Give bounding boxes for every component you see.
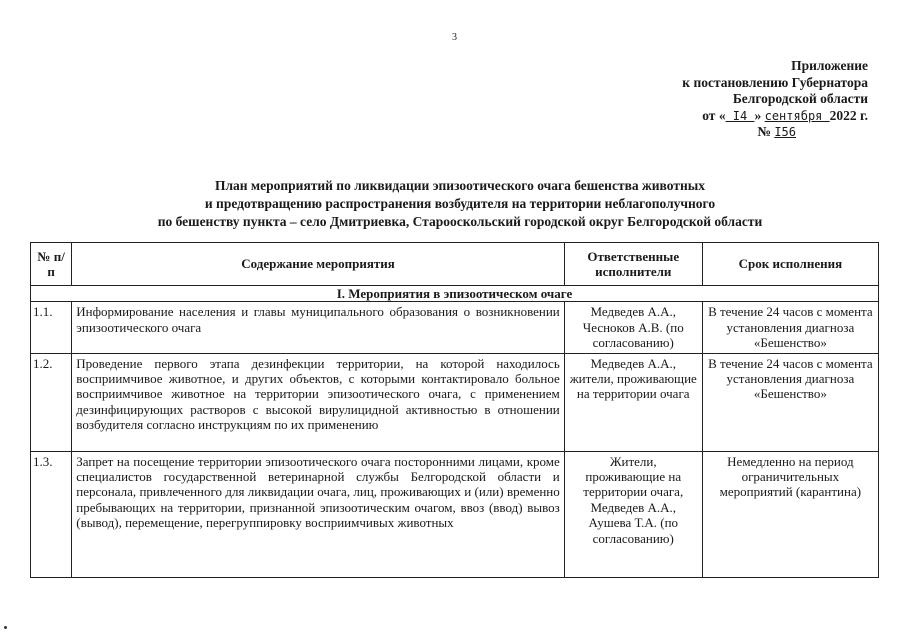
header-content: Содержание мероприятия <box>72 243 564 286</box>
number-prefix: № <box>757 124 775 139</box>
header-term: Срок исполнения <box>702 243 878 286</box>
table-row <box>31 302 879 353</box>
section-title: I. Мероприятия в эпизоотическом очаге <box>31 286 879 302</box>
title-line-3: по бешенству пункта – село Дмитриевка, Старооскольский городской округ Белгородской области <box>157 214 763 229</box>
row-term: В течение 24 часов с момента установления диагноза «Бешенство» <box>702 302 878 353</box>
section-row <box>31 286 879 302</box>
row-num: 1.2. <box>31 353 72 451</box>
appendix-block <box>682 58 868 141</box>
number-value: I56 <box>774 125 796 139</box>
row-responsible: Медведев А.А., жители, проживающие на территории очага <box>564 353 702 451</box>
appendix-line-3: Белгородской области <box>732 91 868 106</box>
row-responsible: Жители, проживающие на территории очага, Медведев А.А., Аушева Т.А. (по согласованию) <box>564 451 702 577</box>
row-content: Информирование населения и главы муниципального образования о возникновении эпизоотического очага <box>72 302 564 353</box>
date-day: I4 <box>725 108 755 123</box>
date-month: сентября <box>764 108 830 123</box>
document-title <box>40 177 880 231</box>
row-content: Запрет на посещение территории эпизоотического очага посторонними лицами, кроме специалистов государственной ветеринарной службы Белгородской области и персонала, привлеченного для ликвидации очага, лиц, проживающих и (или) временно пребывающих на территории, признанной эпизоотическим очагом, ввоз (ввод) вывоз (вывод), перемещение, перегруппировку восприимчивых животных <box>72 451 564 577</box>
date-year: 2022 г. <box>829 107 868 123</box>
row-content: Проведение первого этапа дезинфекции территории, на которой находилось восприимчивое животное, и других объектов, с которыми контактировало больное восприимчивое животное на территории эпизоотического очага, с применением дезинфицирующих растворов с высокой вирулицидной активностью в отношении возбудителя согласно инструкциям по их применению <box>72 353 564 451</box>
header-responsible: Ответственные исполнители <box>564 243 702 286</box>
table-header-row <box>31 243 879 286</box>
header-num: № п/п <box>31 243 72 286</box>
measures-table <box>30 242 879 578</box>
appendix-line-1: Приложение <box>791 58 868 73</box>
row-num: 1.1. <box>31 302 72 353</box>
appendix-date <box>682 108 868 125</box>
scan-speck <box>4 626 7 629</box>
table-row <box>31 353 879 451</box>
title-line-1: План мероприятий по ликвидации эпизоотического очага бешенства животных <box>214 178 706 193</box>
row-responsible: Медведев А.А., Чесноков А.В. (по согласованию) <box>564 302 702 353</box>
table-row <box>31 451 879 577</box>
page-number: 3 <box>452 32 457 43</box>
row-num: 1.3. <box>31 451 72 577</box>
appendix-line-2: к постановлению Губернатора <box>682 74 868 90</box>
title-line-2: и предотвращению распространения возбудителя на территории неблагополучного <box>204 196 716 211</box>
date-prefix: от « <box>702 107 726 123</box>
row-term: Немедленно на период ограничительных мероприятий (карантина) <box>702 451 878 577</box>
date-mid: » <box>754 107 762 123</box>
appendix-number <box>682 124 868 141</box>
row-term: В течение 24 часов с момента установления диагноза «Бешенство» <box>702 353 878 451</box>
